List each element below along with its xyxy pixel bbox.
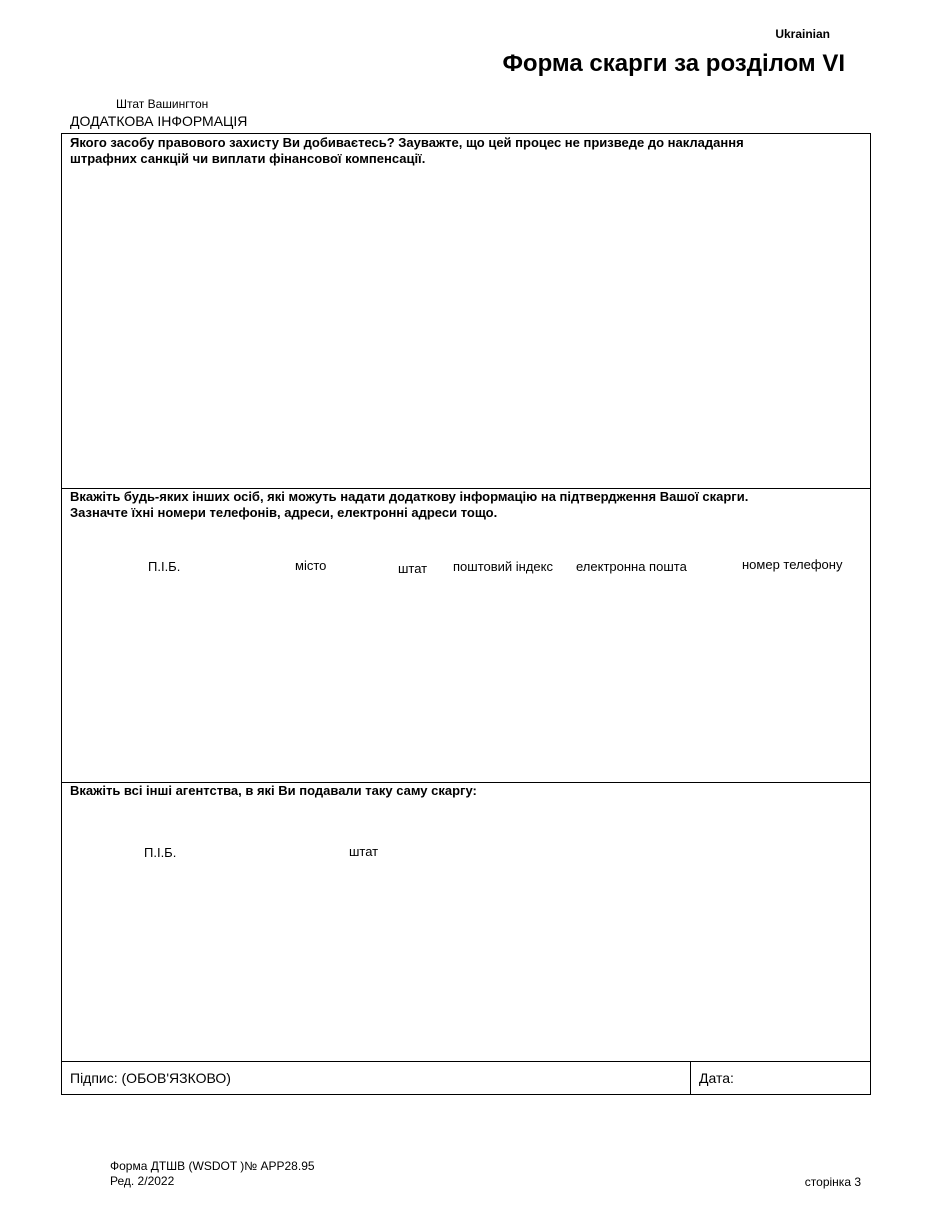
section-heading: ДОДАТКОВА ІНФОРМАЦІЯ <box>70 113 248 129</box>
date-field[interactable] <box>740 1066 869 1092</box>
state-label: Штат Вашингтон <box>116 97 209 111</box>
signature-field[interactable] <box>300 1066 684 1092</box>
agencies-question: Вкажіть всі інші агентства, в які Ви подавали таку саму скаргу: <box>70 783 477 798</box>
divider <box>61 1061 871 1062</box>
date-label: Дата: <box>699 1070 734 1086</box>
agencies-answer-field[interactable] <box>66 868 868 1058</box>
witnesses-answer-field[interactable] <box>66 582 868 778</box>
witness-column-email: електронна пошта <box>576 559 687 574</box>
witnesses-question-line1: Вкажіть будь-яких інших осіб, які можуть надати додаткову інформацію на підтвердження Вашої скарги. <box>70 489 749 504</box>
agency-column-name: П.І.Б. <box>144 845 177 860</box>
signature-date-divider <box>690 1061 691 1095</box>
signature-label: Підпис: (ОБОВ'ЯЗКОВО) <box>70 1070 231 1086</box>
remedy-question-line1: Якого засобу правового захисту Ви добиваєтесь? Зауважте, що цей процес не призведе до накладання <box>70 135 744 150</box>
revision: Ред. 2/2022 <box>110 1174 175 1188</box>
witness-column-zip: поштовий індекс <box>453 559 553 574</box>
form-number: Форма ДТШВ (WSDOT )№ APP28.95 <box>110 1159 315 1173</box>
language-label: Ukrainian <box>775 27 830 41</box>
witness-column-city: місто <box>295 558 327 573</box>
page-title: Форма скарги за розділом VI <box>502 50 845 77</box>
remedy-answer-field[interactable] <box>66 172 868 486</box>
remedy-question-line2: штрафних санкцій чи виплати фінансової компенсації. <box>70 151 426 166</box>
witnesses-question-line2: Зазначте їхні номери телефонів, адреси, електронні адреси тощо. <box>70 505 498 520</box>
witness-column-name: П.І.Б. <box>148 559 181 574</box>
page-number: сторінка 3 <box>804 1175 861 1189</box>
witness-column-state: штат <box>398 561 428 576</box>
witness-column-phone: номер телефону <box>742 557 843 572</box>
agency-column-state: штат <box>349 844 379 859</box>
